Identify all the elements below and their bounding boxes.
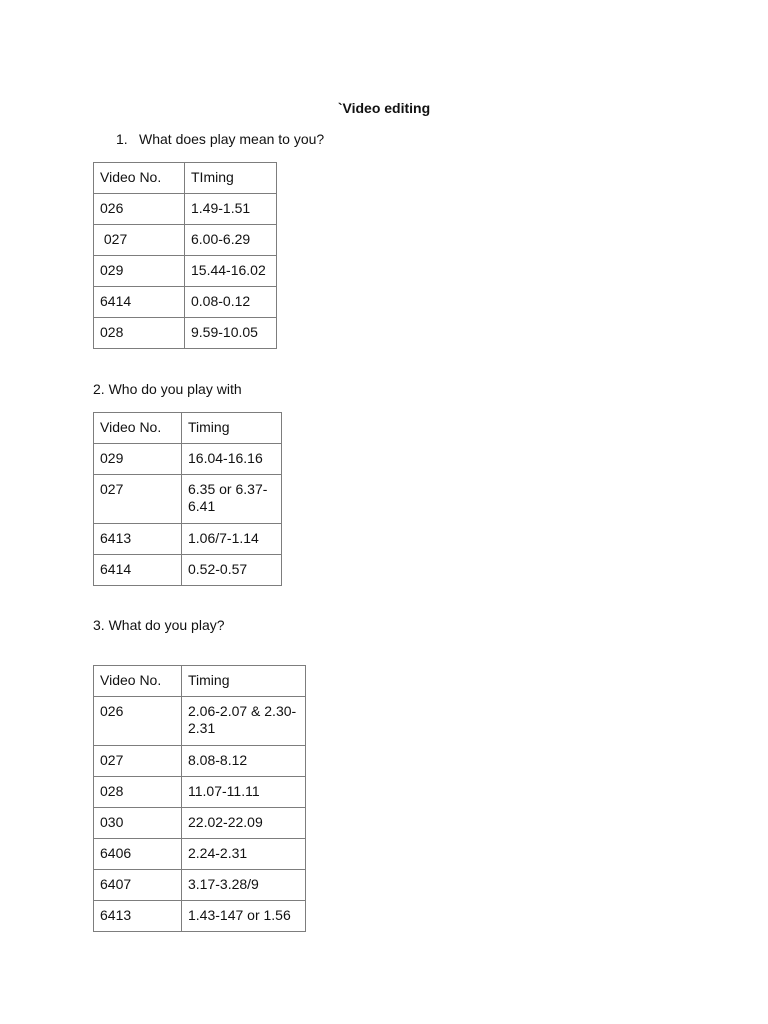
table-row xyxy=(94,225,277,256)
cell-video-no: 027 xyxy=(94,225,185,256)
timing-table-1 xyxy=(93,162,277,349)
header-timing: Timing xyxy=(182,666,306,697)
table-row xyxy=(94,256,277,287)
cell-timing: 9.59-10.05 xyxy=(185,318,277,349)
cell-video-no: 027 xyxy=(94,746,182,777)
header-video-no: Video No. xyxy=(94,666,182,697)
timing-table-3 xyxy=(93,665,306,932)
table-row xyxy=(94,444,282,475)
cell-timing: 11.07-11.11 xyxy=(182,777,306,808)
table-row xyxy=(94,808,306,839)
table-row xyxy=(94,194,277,225)
header-video-no: Video No. xyxy=(94,163,185,194)
cell-video-no: 029 xyxy=(94,256,185,287)
cell-video-no: 028 xyxy=(94,318,185,349)
header-timing: TIming xyxy=(185,163,277,194)
table-row xyxy=(94,524,282,555)
cell-timing: 16.04-16.16 xyxy=(182,444,282,475)
table-row xyxy=(94,901,306,932)
timing-table-2 xyxy=(93,412,282,586)
table-row xyxy=(94,697,306,746)
table-header-row xyxy=(94,666,306,697)
cell-timing: 0.08-0.12 xyxy=(185,287,277,318)
cell-timing: 6.35 or 6.37-6.41 xyxy=(182,475,282,524)
header-timing: Timing xyxy=(182,413,282,444)
cell-video-no: 6413 xyxy=(94,524,182,555)
cell-video-no: 6406 xyxy=(94,839,182,870)
document-title xyxy=(0,100,768,116)
cell-timing: 22.02-22.09 xyxy=(182,808,306,839)
cell-timing: 0.52-0.57 xyxy=(182,555,282,586)
table-row xyxy=(94,318,277,349)
cell-video-no: 029 xyxy=(94,444,182,475)
cell-timing: 1.49-1.51 xyxy=(185,194,277,225)
question-2: 2. Who do you play with xyxy=(93,381,242,397)
table-row xyxy=(94,555,282,586)
cell-video-no: 026 xyxy=(94,194,185,225)
table-header-row xyxy=(94,163,277,194)
cell-video-no: 6414 xyxy=(94,287,185,318)
cell-timing: 6.00-6.29 xyxy=(185,225,277,256)
header-video-no: Video No. xyxy=(94,413,182,444)
cell-timing: 15.44-16.02 xyxy=(185,256,277,287)
table-row xyxy=(94,746,306,777)
cell-video-no: 027 xyxy=(94,475,182,524)
cell-video-no: 026 xyxy=(94,697,182,746)
cell-timing: 2.24-2.31 xyxy=(182,839,306,870)
cell-timing: 1.06/7-1.14 xyxy=(182,524,282,555)
cell-timing: 1.43-147 or 1.56 xyxy=(182,901,306,932)
question-1-text: What does play mean to you? xyxy=(139,131,325,147)
table-row xyxy=(94,839,306,870)
cell-video-no: 028 xyxy=(94,777,182,808)
question-3: 3. What do you play? xyxy=(93,617,225,633)
cell-video-no: 6414 xyxy=(94,555,182,586)
cell-timing: 2.06-2.07 & 2.30-2.31 xyxy=(182,697,306,746)
document-title-text: `Video editing xyxy=(337,100,431,116)
table-row xyxy=(94,870,306,901)
question-1 xyxy=(116,131,324,147)
table-header-row xyxy=(94,413,282,444)
table-row xyxy=(94,777,306,808)
table-row xyxy=(94,475,282,524)
cell-timing: 3.17-3.28/9 xyxy=(182,870,306,901)
cell-video-no: 6413 xyxy=(94,901,182,932)
cell-timing: 8.08-8.12 xyxy=(182,746,306,777)
question-1-number: 1. xyxy=(116,131,128,147)
cell-video-no: 030 xyxy=(94,808,182,839)
table-row xyxy=(94,287,277,318)
cell-video-no: 6407 xyxy=(94,870,182,901)
